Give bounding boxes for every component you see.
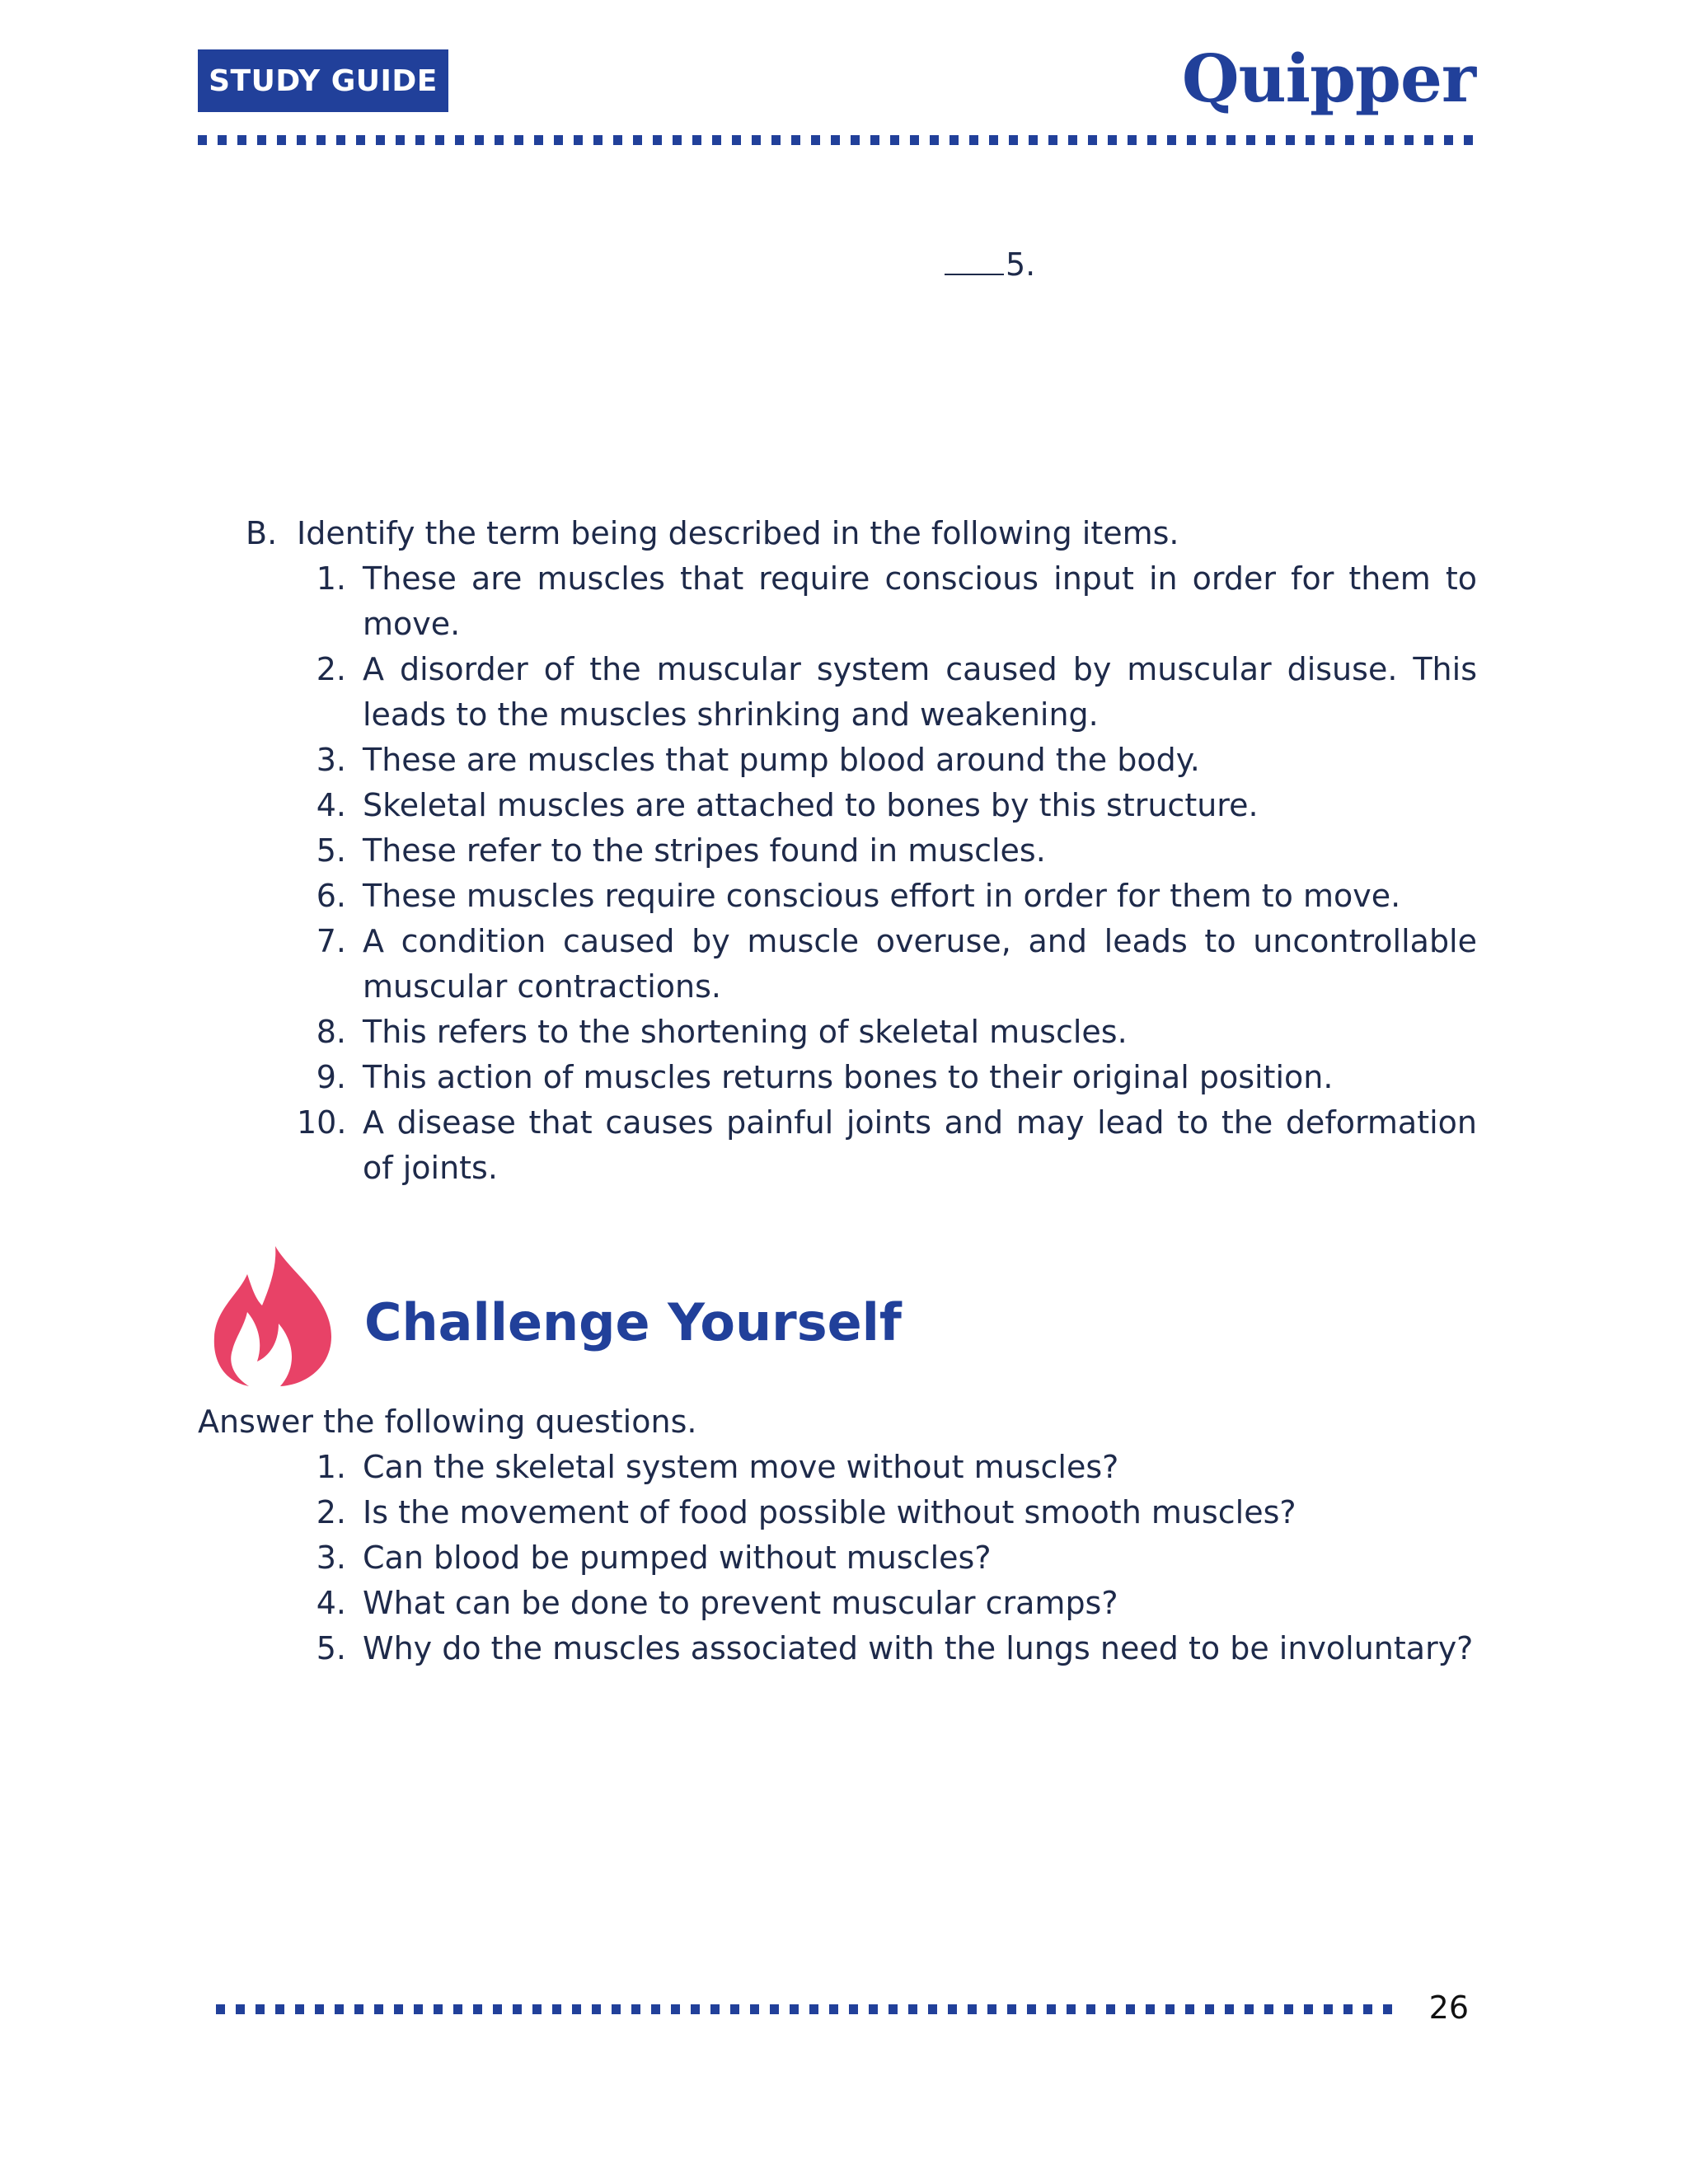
item-number: 6.	[316, 878, 346, 914]
item-text: These refer to the stripes found in muscles.	[363, 832, 1046, 869]
item-text: This refers to the shortening of skeletal muscles.	[363, 1014, 1128, 1050]
flame-icon	[211, 1244, 335, 1386]
item-text: A condition caused by muscle overuse, and leads to uncontrollable muscular contractions.	[363, 923, 1477, 1005]
item-text: Skeletal muscles are attached to bones by this structure.	[363, 787, 1259, 823]
item-number: 1.	[316, 560, 346, 597]
question-text: Why do the muscles associated with the lungs need to be involuntary?	[363, 1630, 1474, 1666]
list-item	[297, 1100, 1477, 1191]
item-text: A disease that causes painful joints and may lead to the deformation of joints.	[363, 1104, 1477, 1186]
question-text: What can be done to prevent muscular cramps?	[363, 1585, 1118, 1621]
list-item	[297, 828, 1477, 874]
list-item	[297, 1010, 1477, 1055]
list-item	[297, 738, 1477, 783]
question-number: 4.	[316, 1585, 346, 1621]
question-text: Can the skeletal system move without muscles?	[363, 1449, 1119, 1485]
list-item	[297, 783, 1477, 828]
item-text: This action of muscles returns bones to their original position.	[363, 1059, 1334, 1095]
brand-logo: Quipper	[1181, 40, 1475, 117]
question-number: 1.	[316, 1449, 346, 1485]
section-b-instruction: Identify the term being described in the following items.	[297, 515, 1179, 551]
list-item	[297, 1581, 1484, 1626]
list-item	[297, 556, 1477, 647]
question-text: Is the movement of food possible without smooth muscles?	[363, 1494, 1296, 1530]
list-item	[297, 1445, 1484, 1490]
item-number: 9.	[316, 1059, 346, 1095]
list-item	[297, 1626, 1484, 1671]
bottom-dotted-divider	[216, 2004, 1403, 2014]
section-b-letter: B.	[246, 515, 278, 551]
answer-blank-line	[945, 242, 1004, 275]
question-text: Can blood be pumped without muscles?	[363, 1540, 992, 1576]
question-number: 5.	[316, 1630, 346, 1666]
item-number: 2.	[316, 651, 346, 687]
section-b-heading	[246, 511, 1477, 556]
question-number: 3.	[316, 1540, 346, 1576]
challenge-question-list	[297, 1445, 1484, 1671]
page-number: 26	[1428, 1990, 1469, 2026]
challenge-title: Challenge Yourself	[364, 1292, 902, 1352]
item-number: 4.	[316, 787, 346, 823]
section-b	[246, 511, 1477, 1191]
answer-blank-item	[945, 242, 1035, 283]
question-number: 2.	[316, 1494, 346, 1530]
answer-blank-number: 5.	[1006, 246, 1036, 283]
challenge-questions	[297, 1445, 1484, 1671]
item-number: 10.	[297, 1104, 347, 1141]
item-text: A disorder of the muscular system caused by muscular disuse. This leads to the muscles shrinking and weakening.	[363, 651, 1477, 733]
list-item	[297, 919, 1477, 1010]
item-number: 5.	[316, 832, 346, 869]
study-guide-badge: STUDY GUIDE	[198, 49, 448, 112]
list-item	[297, 647, 1477, 738]
item-text: These are muscles that require conscious input in order for them to move.	[363, 560, 1477, 642]
top-dotted-divider	[198, 135, 1475, 145]
item-number: 7.	[316, 923, 346, 959]
list-item	[297, 1535, 1484, 1581]
list-item	[297, 1490, 1484, 1535]
item-number: 8.	[316, 1014, 346, 1050]
list-item	[297, 874, 1477, 919]
item-text: These muscles require conscious effort in order for them to move.	[363, 878, 1401, 914]
challenge-intro: Answer the following questions.	[198, 1404, 697, 1440]
item-text: These are muscles that pump blood around the body.	[363, 742, 1200, 778]
section-b-list	[297, 556, 1477, 1191]
list-item	[297, 1055, 1477, 1100]
item-number: 3.	[316, 742, 346, 778]
